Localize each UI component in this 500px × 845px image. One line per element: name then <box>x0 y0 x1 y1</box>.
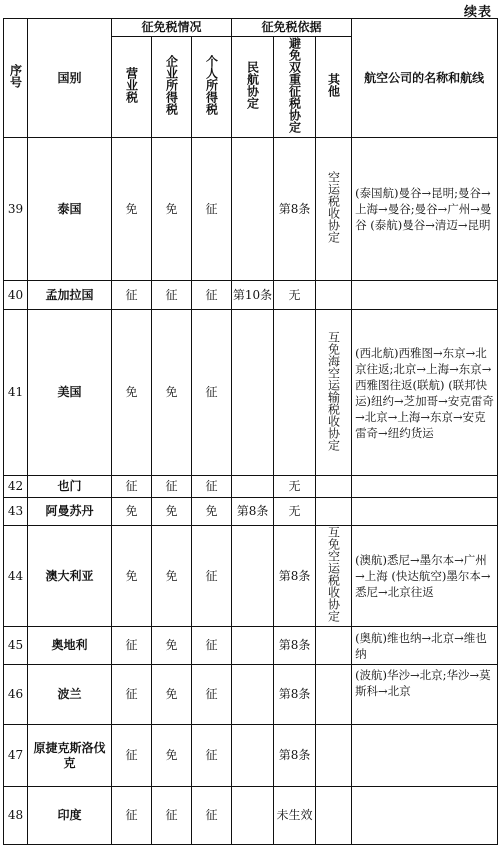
header-personal-income-tax: 个人所得税 <box>192 37 232 138</box>
header-airline-routes: 航空公司的名称和航线 <box>352 19 498 138</box>
row-business-tax: 免 <box>112 498 152 526</box>
header-country: 国别 <box>28 19 112 138</box>
row-business-tax: 免 <box>112 526 152 627</box>
row-business-tax: 征 <box>112 787 152 845</box>
header-business-tax: 营业税 <box>112 37 152 138</box>
row-country: 波兰 <box>28 665 112 725</box>
row-personal-tax: 征 <box>192 787 232 845</box>
table-row <box>4 665 498 725</box>
row-other: 互免海空运输税收协定 <box>316 310 352 476</box>
row-country: 泰国 <box>28 138 112 281</box>
table-row <box>4 787 498 845</box>
row-country: 也门 <box>28 476 112 498</box>
row-double-tax: 第8条 <box>274 138 316 281</box>
continuation-label: 续表 <box>463 5 492 20</box>
row-business-tax: 免 <box>112 310 152 476</box>
table-row <box>4 281 498 310</box>
row-routes: (奥航)维也纳→北京→维也纳 <box>352 627 498 665</box>
row-other <box>316 787 352 845</box>
row-routes: (波航)华沙→北京;华沙→莫斯科→北京 <box>352 665 498 725</box>
row-double-tax: 无 <box>274 476 316 498</box>
row-civil-aviation <box>232 138 274 281</box>
header-other: 其他 <box>316 37 352 138</box>
row-no: 39 <box>4 138 28 281</box>
row-country: 美国 <box>28 310 112 476</box>
row-civil-aviation: 第8条 <box>232 498 274 526</box>
row-civil-aviation: 第10条 <box>232 281 274 310</box>
row-routes <box>352 787 498 845</box>
row-no: 42 <box>4 476 28 498</box>
table-row <box>4 138 498 281</box>
row-no: 45 <box>4 627 28 665</box>
row-double-tax <box>274 310 316 476</box>
row-other <box>316 725 352 787</box>
row-personal-tax: 征 <box>192 138 232 281</box>
table-row <box>4 627 498 665</box>
row-routes: (泰国航)曼谷→昆明;曼谷→上海→曼谷;曼谷→广州→曼谷 (泰航)曼谷→清迈→昆明 <box>352 138 498 281</box>
row-other: 空运税收协定 <box>316 138 352 281</box>
row-country: 印度 <box>28 787 112 845</box>
row-personal-tax: 免 <box>192 498 232 526</box>
row-civil-aviation <box>232 787 274 845</box>
row-country: 原捷克斯洛伐克 <box>28 725 112 787</box>
table-row <box>4 498 498 526</box>
header-double-tax-agreement: 避免双重征税协定 <box>274 37 316 138</box>
row-business-tax: 征 <box>112 627 152 665</box>
row-other <box>316 498 352 526</box>
row-enterprise-tax: 免 <box>152 725 192 787</box>
table-row <box>4 725 498 787</box>
row-business-tax: 征 <box>112 476 152 498</box>
row-double-tax: 无 <box>274 281 316 310</box>
row-business-tax: 征 <box>112 281 152 310</box>
row-enterprise-tax: 免 <box>152 138 192 281</box>
row-no: 41 <box>4 310 28 476</box>
tax-exemption-table <box>3 18 498 845</box>
row-business-tax: 免 <box>112 138 152 281</box>
row-business-tax: 征 <box>112 665 152 725</box>
row-double-tax: 第8条 <box>274 627 316 665</box>
header-enterprise-income-tax: 企业所得税 <box>152 37 192 138</box>
row-business-tax: 征 <box>112 725 152 787</box>
row-other: 互免空运税收协定 <box>316 526 352 627</box>
row-no: 40 <box>4 281 28 310</box>
header-no: 序号 <box>4 19 28 138</box>
row-routes <box>352 476 498 498</box>
row-personal-tax: 征 <box>192 665 232 725</box>
row-no: 48 <box>4 787 28 845</box>
row-double-tax: 未生效 <box>274 787 316 845</box>
table-row <box>4 476 498 498</box>
row-other <box>316 476 352 498</box>
row-personal-tax: 征 <box>192 476 232 498</box>
row-enterprise-tax: 征 <box>152 787 192 845</box>
row-civil-aviation <box>232 526 274 627</box>
row-double-tax: 第8条 <box>274 526 316 627</box>
row-personal-tax: 征 <box>192 627 232 665</box>
row-no: 44 <box>4 526 28 627</box>
row-enterprise-tax: 免 <box>152 498 192 526</box>
row-no: 47 <box>4 725 28 787</box>
row-civil-aviation <box>232 476 274 498</box>
row-country: 孟加拉国 <box>28 281 112 310</box>
row-personal-tax: 征 <box>192 526 232 627</box>
row-enterprise-tax: 征 <box>152 476 192 498</box>
row-other <box>316 665 352 725</box>
row-country: 澳大利亚 <box>28 526 112 627</box>
row-enterprise-tax: 免 <box>152 665 192 725</box>
table-row <box>4 310 498 476</box>
row-civil-aviation <box>232 310 274 476</box>
row-civil-aviation <box>232 725 274 787</box>
row-country: 奥地利 <box>28 627 112 665</box>
row-routes <box>352 281 498 310</box>
row-civil-aviation <box>232 627 274 665</box>
row-double-tax: 第8条 <box>274 725 316 787</box>
row-routes: (西北航)西雅图→东京→北京往返;北京→上海→东京→西雅图往返(联航) (联邦快运)纽约→芝加哥→安克雷奇→北京→上海→东京→安克雷奇→纽约货运 <box>352 310 498 476</box>
row-routes: (澳航)悉尼→墨尔本→广州→上海 (快达航空)墨尔本→悉尼→北京往返 <box>352 526 498 627</box>
table-row <box>4 526 498 627</box>
row-routes <box>352 498 498 526</box>
row-enterprise-tax: 免 <box>152 526 192 627</box>
row-no: 46 <box>4 665 28 725</box>
row-double-tax: 第8条 <box>274 665 316 725</box>
row-enterprise-tax: 免 <box>152 310 192 476</box>
header-civil-aviation-agreement: 民航协定 <box>232 37 274 138</box>
row-country: 阿曼苏丹 <box>28 498 112 526</box>
row-other <box>316 627 352 665</box>
row-personal-tax: 征 <box>192 281 232 310</box>
row-enterprise-tax: 免 <box>152 627 192 665</box>
row-routes <box>352 725 498 787</box>
row-civil-aviation <box>232 665 274 725</box>
row-other <box>316 281 352 310</box>
row-no: 43 <box>4 498 28 526</box>
row-personal-tax: 征 <box>192 310 232 476</box>
header-tax-status-group: 征免税情况 <box>112 19 232 37</box>
row-personal-tax: 征 <box>192 725 232 787</box>
row-enterprise-tax: 征 <box>152 281 192 310</box>
header-basis-group: 征免税依据 <box>232 19 352 37</box>
row-double-tax: 无 <box>274 498 316 526</box>
